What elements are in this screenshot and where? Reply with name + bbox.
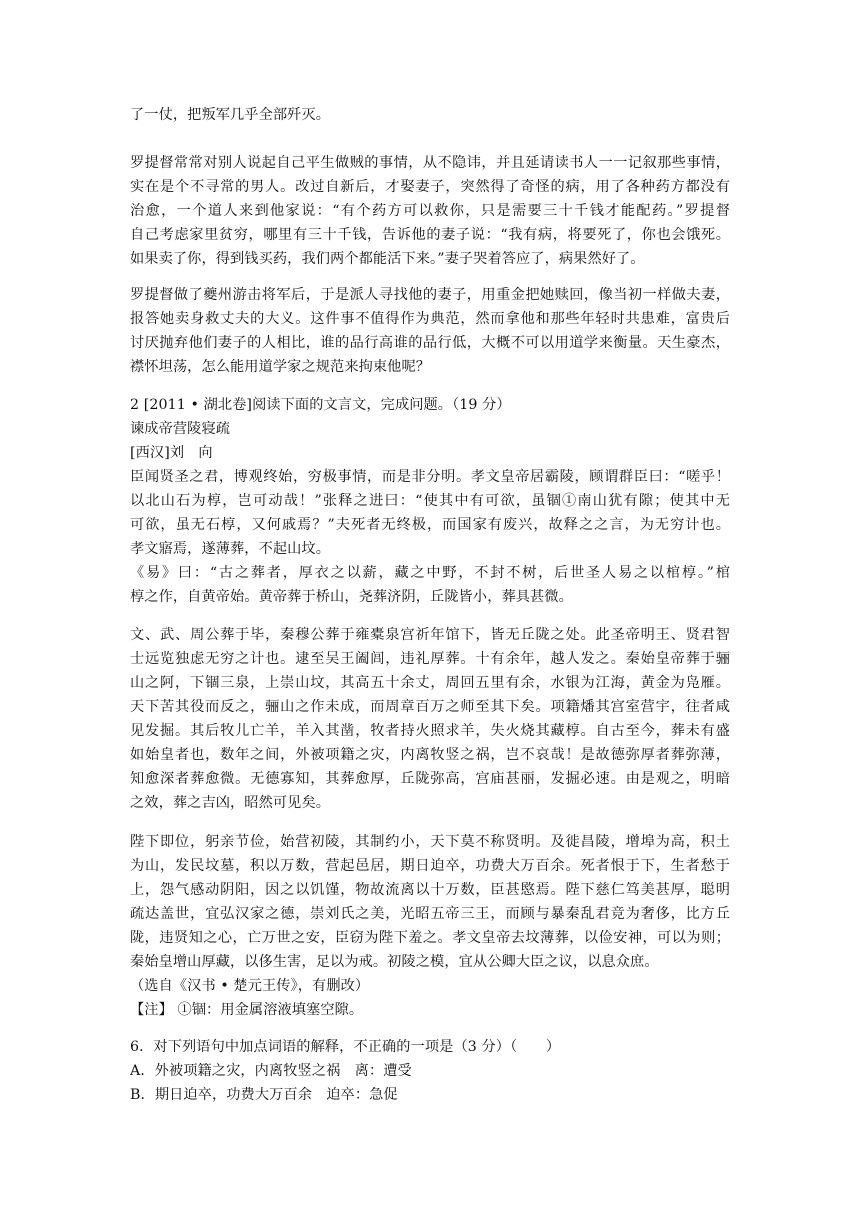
question-stem: 6．对下列语句中加点词语的解释，不正确的一项是（3 分）（ ） [130, 1039, 561, 1055]
text-line: 椁之作，自黄帝始。黄帝葬于桥山，尧葬济阴，丘陇皆小，葬具甚微。 [130, 589, 573, 605]
text-line: 为山，发民坟墓，积以万数，营起邑居，期日迫卒，功费大万百余。死者恨于下，生者愁于 [130, 858, 730, 874]
text-line: 以北山石为椁，岂可动哉！”张释之进曰：“使其中有可欲，虽锢①南山犹有隙；使其中无 [130, 493, 730, 509]
text-line: 之效，葬之吉凶，昭然可见矣。 [130, 795, 331, 811]
text-line: 可欲，虽无石椁，又何戚焉？”夫死者无终极，而国家有废兴，故释之之言，为无穷计也。 [130, 517, 730, 533]
source-citation: （选自《汉书 • 楚元王传》，有删改） [130, 978, 370, 994]
text-line: 治愈，一个道人来到他家说：“有个药方可以救你，只是需要三十千钱才能配药。”罗提督 [130, 203, 730, 219]
text-line: 罗提督做了夔州游击将军后，于是派人寻找他的妻子，用重金把她赎回，像当初一样做夫妻， [130, 287, 730, 303]
text-line: 报答她卖身救丈夫的大义。这件事不值得作为典范，然而拿他和那些年轻时共患难，富贵后 [130, 311, 730, 327]
option-a: A．外被项籍之灾，内离牧竖之祸 离：遭受 [130, 1063, 412, 1079]
passage-header-and-part1 [130, 393, 730, 609]
text-line: 陇，违贤知之心，亡万世之安，臣窃为陛下羞之。孝文皇帝去坟薄葬，以俭安神，可以为则； [130, 930, 730, 946]
text-line: 山之阿，下锢三泉，上崇山坟，其高五十余丈，周回五里有余，水银为江海，黄金为凫雁。 [130, 675, 730, 691]
paragraph-luo-2 [130, 283, 730, 379]
passage-title: 谏成帝营陵寝疏 [130, 421, 231, 437]
text-line: 襟怀坦荡，怎么能用道学家之规范来拘束他呢？ [130, 359, 431, 375]
text-line: 见发掘。其后牧儿亡羊，羊入其凿，牧者持火照求羊，失火烧其藏椁。自古至今，葬未有盛 [130, 723, 730, 739]
text-line: 知愈深者葬愈微。无德寡知，其葬愈厚，丘陇弥高，宫庙甚丽，发掘必速。由是观之，明暗 [130, 771, 730, 787]
question-heading: 2 [2011 • 湖北卷]阅读下面的文言文，完成问题。（19 分） [130, 397, 511, 413]
passage-part2 [130, 623, 730, 815]
text-line: 疏达盖世，宜弘汉家之德，崇刘氏之美，光昭五帝三王，而顾与暴秦乱君竞为奢侈，比方丘 [130, 906, 730, 922]
text-line: 实在是个不寻常的男人。改过自新后，才娶妻子，突然得了奇怪的病，用了各种药方都没有 [130, 179, 730, 195]
text-line: 如始皇者也，数年之间，外被项籍之灾，内离牧竖之祸，岂不哀哉！是故德弥厚者葬弥薄， [130, 747, 730, 763]
text-line: 《易》曰：“古之葬者，厚衣之以薪，藏之中野，不封不树，后世圣人易之以棺椁。”棺 [130, 565, 730, 581]
passage-author: [西汉]刘 向 [130, 445, 213, 461]
text-line: 孝文寤焉，遂薄葬，不起山坟。 [130, 541, 331, 557]
text-line: 了一仗，把叛军几乎全部歼灭。 [130, 107, 331, 123]
text-line: 臣闻贤圣之君，博观终始，穷极事情，而是非分明。孝文皇帝居霸陵，顾谓群臣曰：“嗟乎！ [130, 469, 730, 485]
text-line: 文、武、周公葬于毕，秦穆公葬于雍橐泉宫祈年馆下，皆无丘陇之处。此圣帝明王、贤君智 [130, 627, 730, 643]
footnote: 【注】 ①锢：用金属溶液填塞空隙。 [130, 1002, 364, 1018]
text-line: 讨厌抛弃他们妻子的人相比，谁的品行高谁的品行低，大概不可以用道学来衡量。天生豪杰， [130, 335, 730, 351]
option-b: B．期日迫卒，功费大万百余 迫卒：急促 [130, 1087, 398, 1103]
text-line: 陛下即位，躬亲节俭，始营初陵，其制约小，天下莫不称贤明。及徙昌陵，增埠为高，积土 [130, 834, 730, 850]
text-line: 天下苦其役而反之，骊山之作未成，而周章百万之师至其下矣。项籍燔其宫室营宇，往者咸 [130, 699, 730, 715]
text-line: 秦始皇增山厚藏，以侈生害，足以为戒。初陵之模，宜从公卿大臣之议，以息众庶。 [130, 954, 659, 970]
paragraph-intro [130, 103, 730, 127]
text-line: 自己考虑家里贫穷，哪里有三十千钱，告诉他的妻子说：“我有病，将要死了，你也会饿死。 [130, 227, 730, 243]
text-line: 上，怨气感动阴阳，因之以饥馑，物故流离以十万数，臣甚愍焉。陛下慈仁笃美甚厚，聪明 [130, 882, 730, 898]
text-line: 士远览独虑无穷之计也。逮至吴王阖闾，违礼厚葬。十有余年，越人发之。秦始皇帝葬于骊 [130, 651, 730, 667]
question-6 [130, 1035, 730, 1107]
passage-part3 [130, 830, 730, 1022]
text-line: 罗提督常常对别人说起自己平生做贼的事情，从不隐讳，并且延请读书人一一记叙那些事情， [130, 155, 730, 171]
text-line: 如果卖了你，得到钱买药，我们两个都能活下来。”妻子哭着答应了，病果然好了。 [130, 251, 645, 267]
paragraph-luo-1 [130, 151, 730, 271]
